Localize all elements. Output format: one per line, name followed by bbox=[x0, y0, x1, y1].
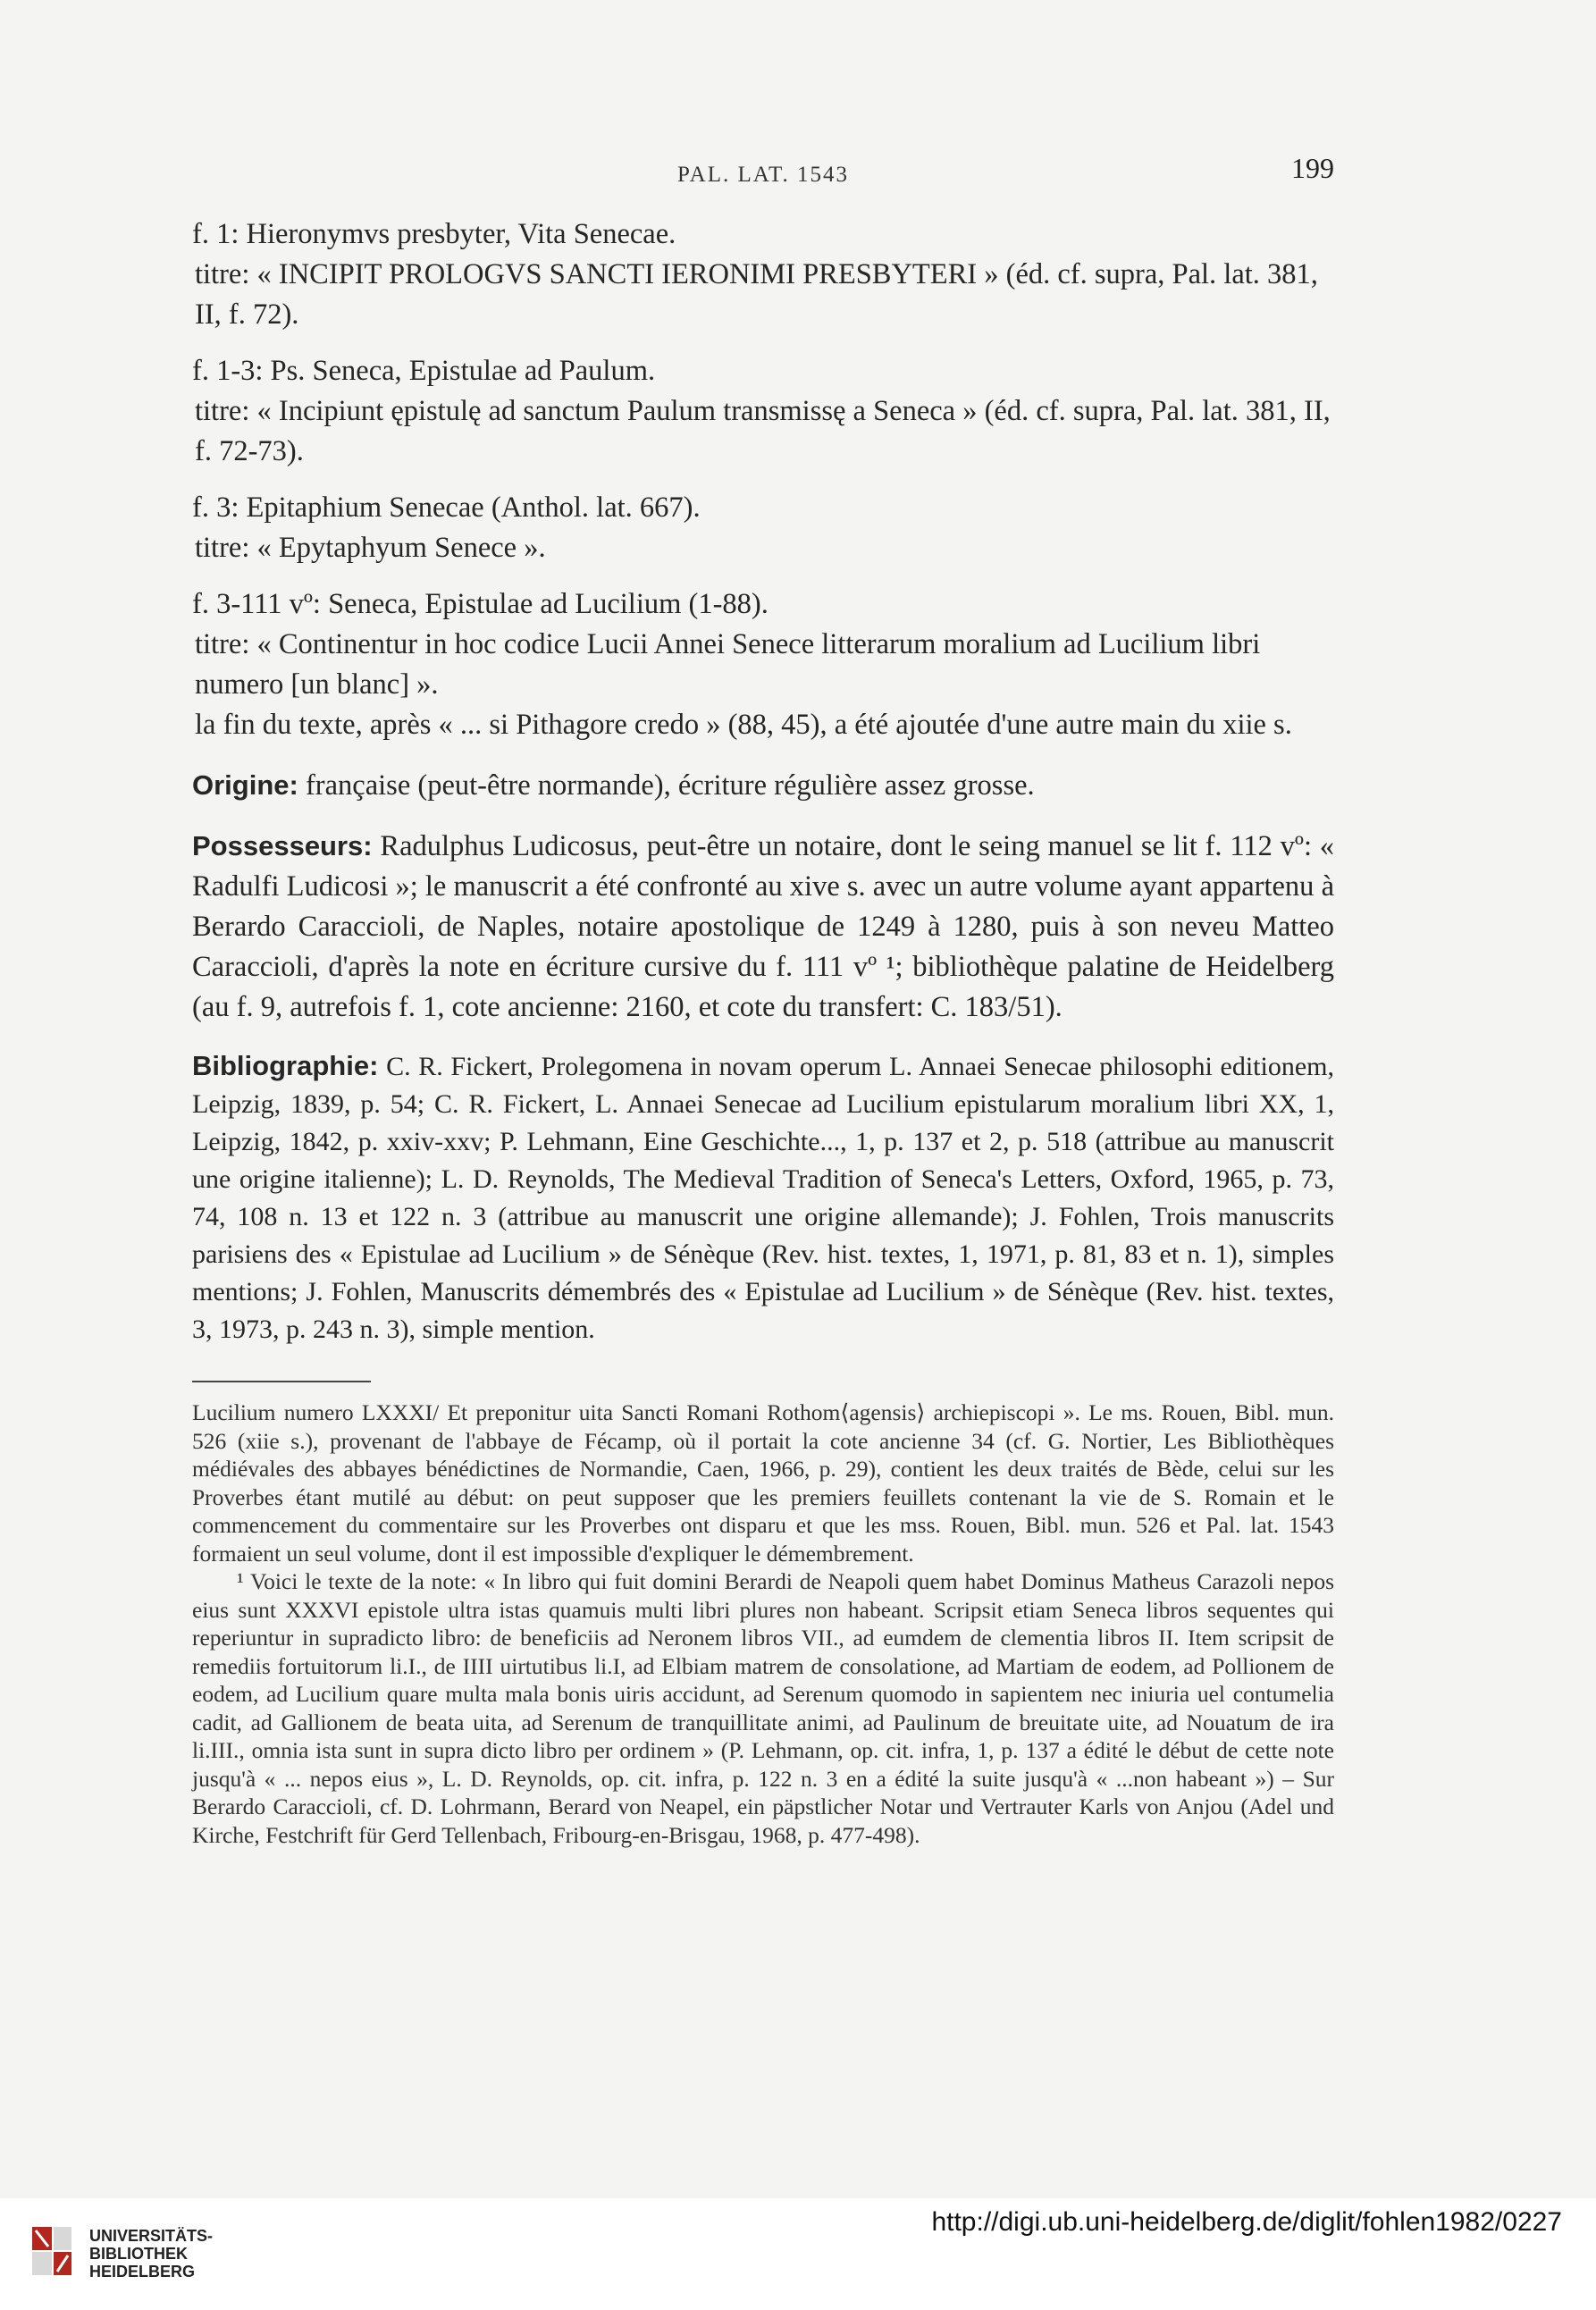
entry-line: titre: « INCIPIT PROLOGVS SANCTI IERONIMI PRESBYTERI » (éd. cf. supra, Pal. lat. 381, II, f. 72). bbox=[195, 258, 1318, 331]
entry-line: titre: « Continentur in hoc codice Lucii Annei Senece litterarum moralium ad Lucilium libri numero [un blanc] ». bbox=[195, 628, 1261, 701]
bibliographie-label: Bibliographie: bbox=[192, 1050, 379, 1081]
origine-text: française (peut-être normande), écriture régulière assez grosse. bbox=[305, 769, 1035, 802]
bibliographie-text: C. R. Fickert, Prolegomena in novam operum L. Annaei Senecae philosophi editionem, Leipzig, 1839, p. 54; C. R. Fickert, L. Annaei Senecae ad Lucilium epistularum moralium libri XX, 1, Leipzig, 1842, p. xxiv-xxv; P. Lehmann, Eine Geschichte..., 1, p. 137 et 2, p. 518 (attribue au manuscrit une origine italienne); L. D. Reynolds, The Medieval Tradition of Seneca's Letters, Oxford, 1965, p. 73, 74, 108 n. 13 et 122 n. 3 (attribue au manuscrit une origine allemande); J. Fohlen, Trois manuscrits parisiens des « Epistulae ad Lucilium » de Sénèque (Rev. hist. textes, 1, 1971, p. 81, 83 et n. 1), simples mentions; J. Fohlen, Manuscrits démembrés des « Epistulae ad Lucilium » de Sénèque (Rev. hist. textes, 3, 1973, p. 243 n. 3), simple mention. bbox=[192, 1052, 1335, 1344]
source-url[interactable]: http://digi.ub.uni-heidelberg.de/diglit/fohlen1982/0227 bbox=[931, 2207, 1562, 2237]
main-text bbox=[192, 214, 1334, 1849]
page-number: 199 bbox=[1291, 152, 1334, 184]
bibliographie-section bbox=[192, 1047, 1334, 1348]
entry-folio: f. 1-3: Ps. Seneca, Epistulae ad Paulum. bbox=[192, 355, 656, 387]
footnote-1: ¹ Voici le texte de la note: « In libro qui fuit domini Berardi de Neapoli quem habet Dominus Matheus Carazoli nepos eius sunt XXXVI epistole ultra istas quamuis multi libri plures non habeant. Scripsit etiam Seneca libros sequentes qui reperiuntur in supradicto libro: de beneficiis ad Neronem libros VII., ad eumdem de clementia libros II. Item scripsit de remediis fortuitorum li.I., de IIII uirtutibus li.I, ad Elbiam matrem de consolatione, ad Martiam de eodem, ad Pollionem de eodem, ad Lucilium quare multa mala bonis uiris accidunt, ad Serenum quomodo in sapientem nec iniuria uel contumelia cadit, ad Gallionem de beata uita, ad Serenum de tranquillitate animi, ad Paulinum de breuitate uite, ad Nouatum de ira li.III., omnia ista sunt in supra dicto libro per ordinem » (P. Lehmann, op. cit. infra, 1, p. 137 a édité le début de cette note jusqu'à « ... nepos eius », L. D. Reynolds, op. cit. infra, p. 122 n. 3 en a édité la suite jusqu'à « ...non habeant ») – Sur Berardo Caraccioli, cf. D. Lohrmann, Berard von Neapel, ein päpstlicher Notar und Vertrauter Karls von Anjou (Adel und Kirche, Festchrift für Gerd Tellenbach, Fribourg-en-Brisgau, 1968, p. 477-498). bbox=[192, 1568, 1334, 1848]
logo-line: BIBLIOTHEK bbox=[89, 2245, 188, 2263]
entry-folio: f. 3: Epitaphium Senecae (Anthol. lat. 667). bbox=[192, 491, 701, 524]
entry-2 bbox=[192, 351, 1334, 472]
possesseurs-section bbox=[192, 826, 1334, 1028]
entry-line: titre: « Epytaphyum Senece ». bbox=[195, 532, 546, 564]
library-logo-icon bbox=[29, 2223, 75, 2279]
entry-3 bbox=[192, 488, 1334, 568]
possesseurs-text: Radulphus Ludicosus, peut-être un notaire, dont le seing manuel se lit f. 112 vº: « Radulfi Ludicosi »; le manuscrit a été confronté au xive s. avec un autre volume ayant appartenu à Berardo Caraccioli, de Naples, notaire apostolique de 1249 à 1280, puis à son neveu Matteo Caraccioli, d'après la note en écriture cursive du f. 111 vº ¹; bibliothèque palatine de Heidelberg (au f. 9, autrefois f. 1, cote ancienne: 2160, et cote du transfert: C. 183/51). bbox=[192, 830, 1335, 1023]
logo-line: UNIVERSITÄTS- bbox=[89, 2227, 214, 2245]
entry-folio: f. 1: Hieronymvs presbyter, Vita Senecae. bbox=[192, 218, 676, 250]
footnote-continuation: Lucilium numero LXXXI/ Et preponitur uita Sancti Romani Rothom⟨agensis⟩ archiepiscopi ». Le ms. Rouen, Bibl. mun. 526 (xiie s.), provenant de l'abbaye de Fécamp, où il portait la cote ancienne 34 (cf. G. Nortier, Les Bibliothèques médiévales des abbayes bénédictines de Normandie, Caen, 1966, p. 29), contient les deux traités de Bède, celui sur les Proverbes étant mutilé au début: on peut supposer que les premiers feuillets contenant la vie de S. Romain et le commencement du commentaire sur les Proverbes ont disparu et que les mss. Rouen, Bibl. mun. 526 et Pal. lat. 1543 formaient un seul volume, dont il est impossible d'expliquer le démembrement. bbox=[192, 1399, 1334, 1567]
logo-line: HEIDELBERG bbox=[89, 2263, 196, 2281]
library-logo-text bbox=[89, 2227, 213, 2281]
origine-label: Origine: bbox=[192, 769, 298, 801]
footnote-rule bbox=[192, 1381, 371, 1382]
footnotes bbox=[192, 1399, 1334, 1849]
entry-folio: f. 3-111 vº: Seneca, Epistulae ad Lucilium (1-88). bbox=[192, 588, 769, 620]
entry-1 bbox=[192, 214, 1334, 335]
entry-4 bbox=[192, 584, 1334, 745]
possesseurs-label: Possesseurs: bbox=[192, 830, 373, 861]
page-header bbox=[192, 152, 1334, 206]
origine-section bbox=[192, 765, 1334, 806]
entry-line: titre: « Incipiunt ępistulę ad sanctum Paulum transmissę a Seneca » (éd. cf. supra, Pal. lat. 381, II, f. 72-73). bbox=[195, 395, 1331, 467]
running-head: PAL. LAT. 1543 bbox=[677, 163, 849, 187]
entry-line: la fin du texte, après « ... si Pithagore credo » (88, 45), a été ajoutée d'une autre main du xiie s. bbox=[195, 709, 1292, 741]
